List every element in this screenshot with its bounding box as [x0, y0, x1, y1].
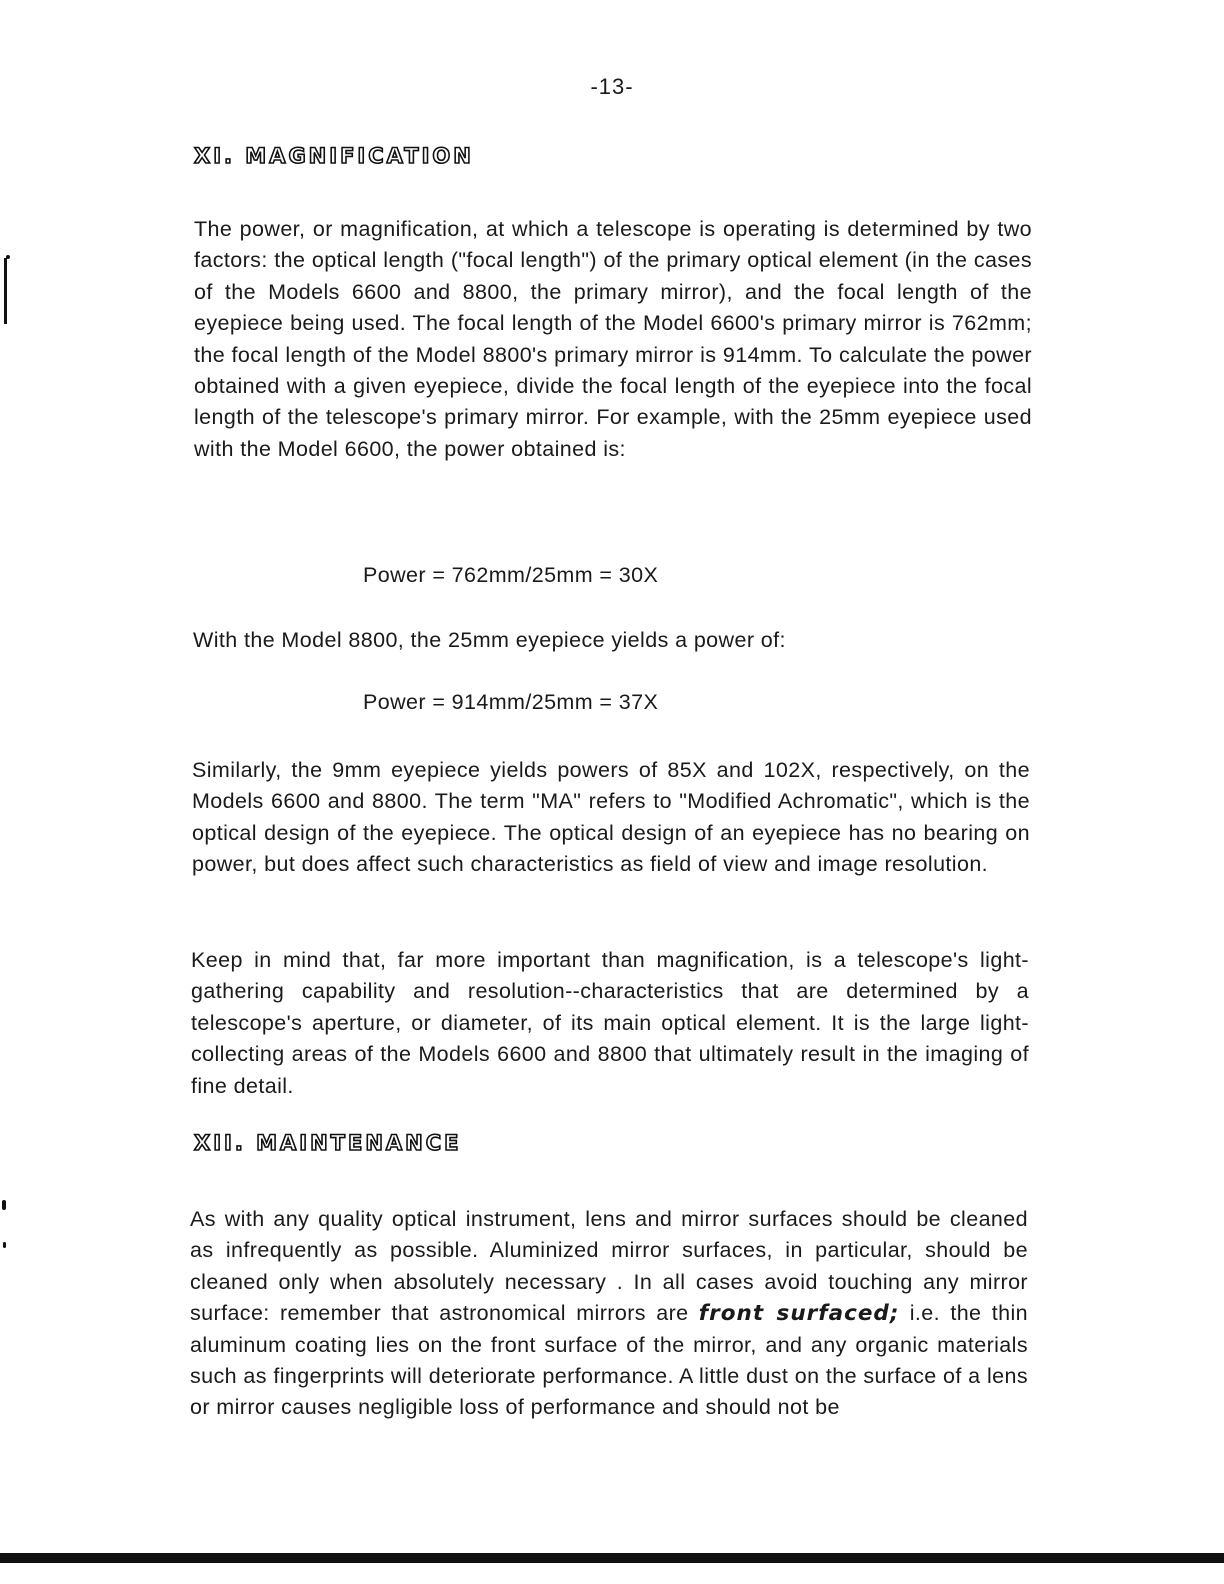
maintenance-paragraph-1 [190, 1204, 1028, 1424]
magnification-paragraph-2: With the Model 8800, the 25mm eyepiece yields a power of: [193, 628, 786, 652]
magnification-paragraph-1: The power, or magnification, at which a telescope is operating is determined by two factors: the optical length ("focal length") of the primary optical element (in the cases of the Models 6600 and 8800, the primary mirror), and the focal length of the eyepiece being used. The focal length of the Model 6600's primary mirror is 762mm; the focal length of the Model 8800's primary mirror is 914mm. To calculate the power obtained with a given eyepiece, divide the focal length of the eyepiece into the focal length of the telescope's primary mirror. For example, with the 25mm eyepiece used with the Model 6600, the power obtained is: [194, 217, 1032, 461]
power-formula-model-8800: Power = 914mm/25mm = 37X [363, 690, 659, 714]
scan-margin-dot-lower-2 [3, 1242, 6, 1248]
front-surfaced-emphasis: front surfaced; [698, 1301, 900, 1327]
scan-margin-dot-lower [2, 1200, 6, 1210]
section-heading-magnification: XI. MAGNIFICATION [194, 144, 474, 168]
magnification-paragraph-3: Similarly, the 9mm eyepiece yields powers of 85X and 102X, respectively, on the Models 6600 and 8800. The term "MA" refers to "Modified Achromatic", which is the optical design of the eyepiece. The optical design of an eyepiece has no bearing on power, but does affect such characteristics as field of view and image resolution. [192, 758, 1030, 877]
maintenance-text-before-emphasis: As with any quality optical instrument, lens and mirror surfaces should be cleaned as infrequently as possible. Aluminized mirror surfaces, in particular, should be cleaned only when absolutely necessary . In all cases avoid touching any mirror surface: remember that astronomical mirrors are [190, 1207, 1028, 1326]
maintenance-text-after-emphasis: i.e. the thin aluminum coating lies on the front surface of the mirror, and any organic materials such as fingerprints will deteriorate performance. A little dust on the surface of a lens or mirror causes negligible loss of performance and should not be [190, 1301, 1028, 1420]
scan-margin-dot-top [6, 255, 10, 259]
scan-margin-mark-top [4, 258, 7, 324]
magnification-paragraph-4: Keep in mind that, far more important than magnification, is a telescope's light-gathering capability and resolution--characteristics that are determined by a telescope's aperture, or diameter, of its main optical element. It is the large light-collecting areas of the Models 6600 and 8800 that ultimately result in the imaging of fine detail. [191, 948, 1029, 1098]
power-formula-model-6600: Power = 762mm/25mm = 30X [363, 563, 659, 587]
section-heading-maintenance: XII. MAINTENANCE [194, 1131, 462, 1155]
bottom-scan-rule [0, 1553, 1224, 1563]
page-number: -13- [590, 74, 634, 99]
